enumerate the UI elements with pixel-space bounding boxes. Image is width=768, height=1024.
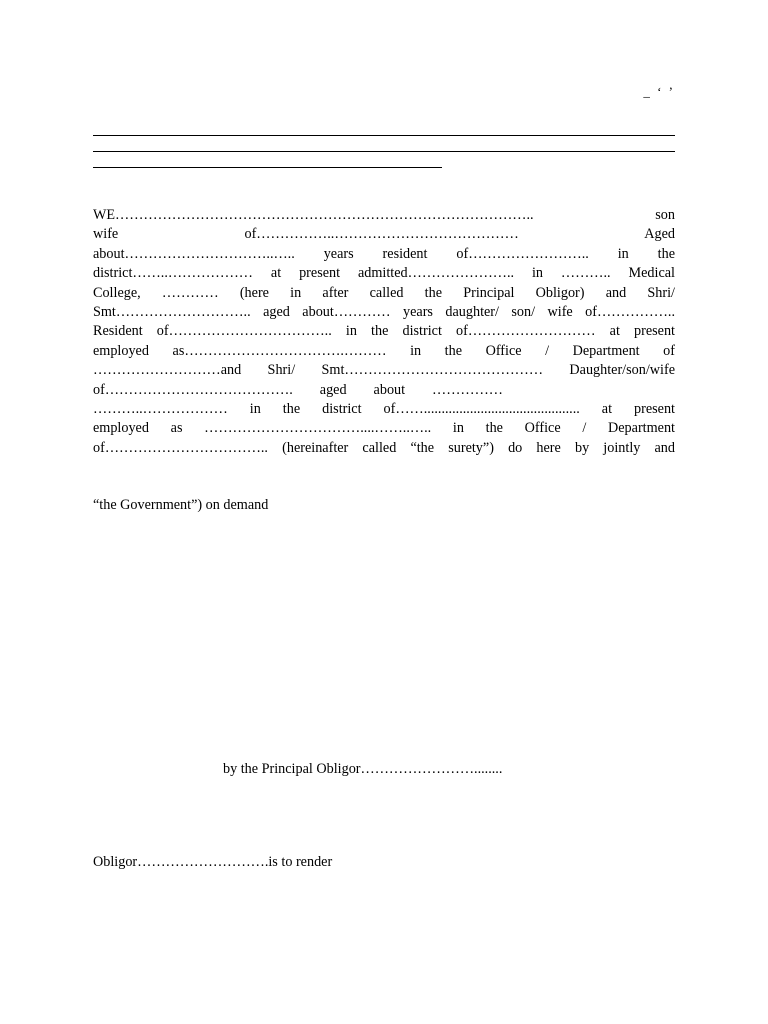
bond-line-10: of…………………………………. aged about ……………: [93, 381, 503, 398]
bond-paragraph: [93, 206, 675, 458]
bond-line-4: district……..……………… at present admitted………………….. in ……….. Medical: [93, 265, 675, 282]
obligor-fragment: Obligor……………………….is to render: [93, 854, 333, 870]
bond-line-8: employed as…………………………….……… in the Office / Department of: [93, 342, 675, 359]
bond-line-6: Smt……………………….. aged about………… years daughter/ son/ wife of……………..: [93, 304, 675, 321]
bond-line-13: of…………………………….. (hereinafter called “the surety”) do here by jointly and: [93, 439, 675, 456]
principal-obligor-fragment: by the Principal Obligor……………………........: [223, 761, 503, 777]
title-rule-2: [93, 151, 675, 152]
bond-line-1: WE…………………………………………………………………………….. son: [93, 207, 675, 223]
title-rule-1: [93, 135, 675, 136]
government-fragment: “the Government”) on demand: [93, 497, 269, 513]
title-rule-3: [93, 167, 442, 168]
bond-line-9: ………………………and Shri/ Smt…………………………………… Daughter/son/wife: [93, 362, 675, 379]
bond-line-5: College, ………… (here in after called the Principal Obligor) and Shri/: [93, 284, 675, 301]
bond-line-3: about…………………………..….. years resident of…………………….. in the: [93, 245, 675, 262]
bond-line-2: wife of……………..………………………………… Aged: [93, 226, 675, 243]
corner-marks: _ ‘ ’: [643, 84, 675, 99]
bond-line-12: employed as ……………………………....……..….. in the Office / Department: [93, 420, 675, 437]
bond-line-7: Resident of…………………………….. in the district of……………………… at present: [93, 323, 675, 340]
bond-line-11: ………..……………… in the district of……............................................ at present: [93, 401, 675, 418]
